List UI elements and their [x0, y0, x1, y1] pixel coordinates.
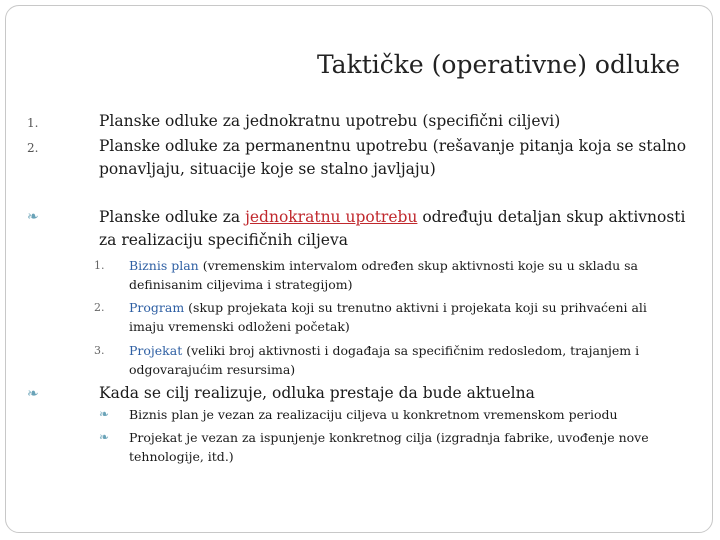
list-item-text: Planske odluke za jednokratnu upotrebu (specifični ciljevi): [99, 112, 561, 130]
sub-list-number: 3.: [94, 344, 105, 357]
sub-list-item: odgovarajućim resursima): [129, 362, 296, 377]
highlight-text: jednokratnu upotrebu: [245, 208, 418, 226]
slide-title: Taktičke (operativne) odluke: [316, 50, 680, 79]
bullet-text: Kada se cilj realizuje, odluka prestaje da bude aktuelna: [99, 384, 535, 402]
term-description: (vremenskim intervalom određen skup aktivnosti koje su u skladu sa: [198, 258, 639, 273]
sub-bullet-text: Biznis plan je vezan za realizaciju ciljeva u konkretnom vremenskom periodu: [129, 407, 618, 422]
bullet-text-part: određuju detaljan skup aktivnosti: [417, 208, 686, 226]
bullet-text-part: Planske odluke za: [99, 208, 246, 226]
term-description: (veliki broj aktivnosti i događaja sa specifičnim redosledom, trajanjem i: [182, 343, 640, 358]
sub-list-item: [129, 298, 647, 317]
bullet-icon: ❧: [27, 386, 39, 402]
list-item-text: ponavljaju, situacije koje se stalno javljaju): [99, 160, 436, 178]
sub-list-item: definisanim ciljevima i strategijom): [129, 277, 353, 292]
bullet-text: za realizaciju specifičnih ciljeva: [99, 231, 348, 249]
sub-bullet-text: tehnologije, itd.): [129, 449, 234, 464]
list-number: 1.: [27, 116, 39, 130]
sub-bullet-text: Projekat je vezan za ispunjenje konkretnog cilja (izgradnja fabrike, uvođenje nove: [129, 430, 649, 445]
sub-list-item: [129, 341, 639, 360]
sub-list-number: 2.: [94, 301, 105, 314]
term-label: Projekat: [129, 343, 183, 358]
bullet-text: [99, 206, 686, 229]
list-item-text: Planske odluke za permanentnu upotrebu (rešavanje pitanja koja se stalno: [99, 137, 687, 155]
sub-bullet-icon: ❧: [99, 407, 110, 421]
term-label: Biznis plan: [129, 258, 199, 273]
term-label: Program: [129, 300, 185, 315]
sub-list-item: imaju vremenski odloženi početak): [129, 319, 350, 334]
bullet-icon: ❧: [27, 209, 39, 225]
sub-list-number: 1.: [94, 259, 105, 272]
term-description: (skup projekata koji su trenutno aktivni i projekata koji su prihvaćeni ali: [184, 300, 647, 315]
list-number: 2.: [27, 141, 39, 155]
sub-list-item: [129, 256, 638, 275]
sub-bullet-icon: ❧: [99, 430, 110, 444]
